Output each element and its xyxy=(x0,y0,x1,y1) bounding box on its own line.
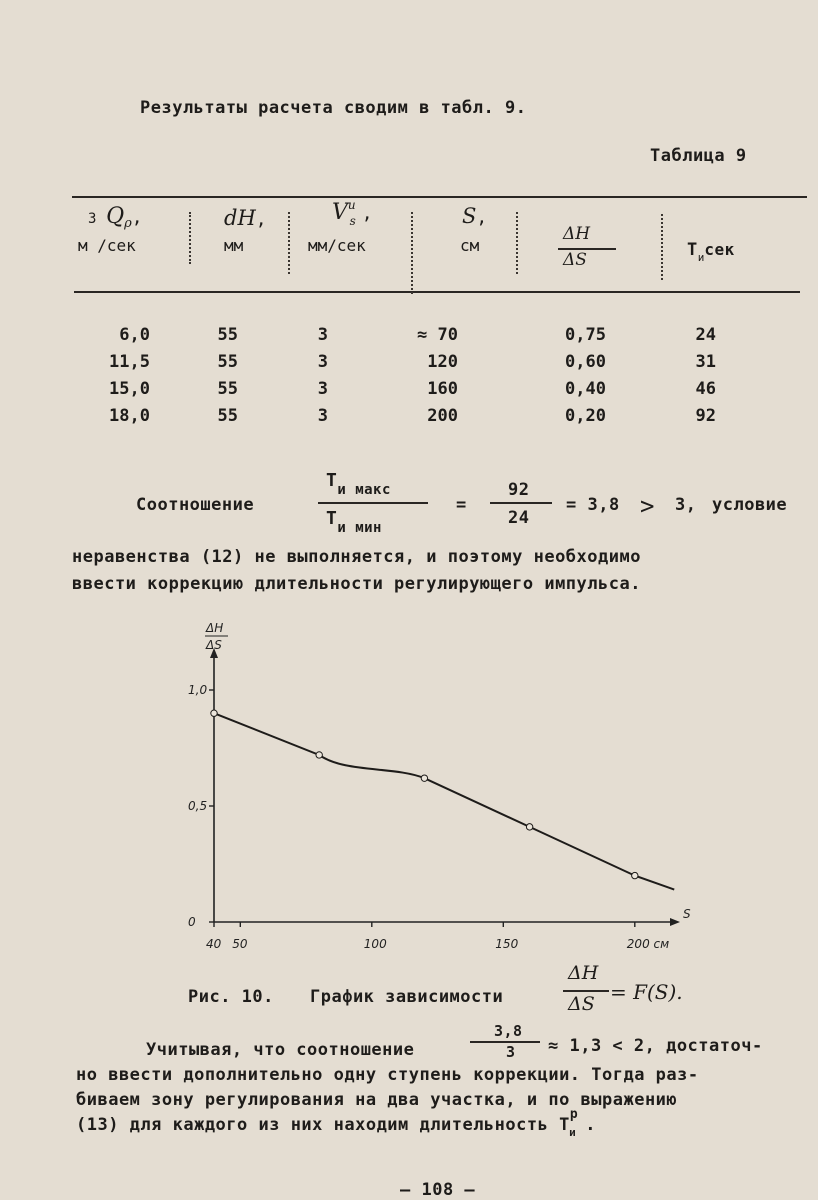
cell-t: 24 xyxy=(695,325,716,345)
page-number: – 108 – xyxy=(400,1180,476,1200)
ratio-result: = 3,8 xyxy=(566,495,620,515)
header-q: 3 $Q_\rho$, xyxy=(88,204,143,231)
data-point xyxy=(632,872,638,878)
data-point xyxy=(211,710,217,716)
x-axis-label: S xyxy=(683,907,691,921)
y-axis-label-num: ΔH xyxy=(206,621,224,635)
para1-line2: ввести коррекцию длительности регулирующего импульса. xyxy=(72,574,641,594)
data-point xyxy=(526,824,532,830)
cell-t: 46 xyxy=(695,379,716,399)
para2-line1a: Учитывая, что соотношение xyxy=(146,1040,415,1060)
header-q-unit: м /сек xyxy=(78,236,136,255)
para2-line2: но ввести дополнительно одну ступень коррекции. Тогда раз- xyxy=(76,1065,699,1085)
table-label: Таблица 9 xyxy=(650,146,747,166)
para2-line4: (13) для каждого из них находим длительность $T^р_и$ . xyxy=(76,1107,597,1139)
col-divider xyxy=(516,212,518,274)
cell-q: 18,0 xyxy=(109,406,150,426)
y-tick-label: 1,0 xyxy=(188,683,208,697)
ratio-bar2 xyxy=(490,502,552,504)
intro-text: Результаты расчета сводим в табл. 9. xyxy=(140,98,527,118)
cell-dhds: 0,60 xyxy=(565,352,606,372)
header-dhds-den: ΔS xyxy=(563,250,587,270)
ratio-label: Соотношение xyxy=(136,495,255,515)
para2-frac-den: 3 xyxy=(506,1043,516,1061)
ratio-num2: 92 xyxy=(508,480,530,500)
cell-s: 200 xyxy=(427,406,458,426)
ratio-gt: > xyxy=(640,492,655,520)
cell-dh: 55 xyxy=(217,379,238,399)
y-tick-label: 0 xyxy=(188,915,196,929)
caption-den: ΔS xyxy=(568,993,595,1015)
cell-s: 120 xyxy=(427,352,458,372)
ratio-bar xyxy=(318,502,428,504)
para2-frac-num: 3,8 xyxy=(494,1022,523,1040)
cell-dhds: 0,40 xyxy=(565,379,606,399)
cell-q: 15,0 xyxy=(109,379,150,399)
cell-v: 3 xyxy=(317,406,328,426)
cell-dhds: 0,20 xyxy=(565,406,606,426)
header-s-unit: см xyxy=(460,236,480,255)
caption-bar xyxy=(563,990,609,992)
cell-v: 3 xyxy=(317,352,328,372)
table-header-rule xyxy=(74,291,800,293)
x-tick-label: 40 xyxy=(206,937,222,951)
header-dh: dH, xyxy=(224,206,267,230)
cell-t: 92 xyxy=(695,406,716,426)
cell-dhds: 0,75 xyxy=(565,325,606,345)
caption-text: График зависимости xyxy=(310,987,504,1007)
table-top-rule xyxy=(72,196,807,198)
x-tick-label: 150 xyxy=(495,937,519,951)
chart-axes xyxy=(205,621,691,926)
ratio-eq: = xyxy=(456,495,467,515)
x-tick-label: 100 xyxy=(363,937,387,951)
x-tick-label: 200 см xyxy=(626,937,670,951)
data-point xyxy=(316,752,322,758)
header-dh-unit: мм xyxy=(224,236,244,255)
col-divider xyxy=(189,212,191,264)
header-t: $T_исек$ xyxy=(687,240,735,264)
caption-rhs: = F(S). xyxy=(610,980,683,1004)
cell-s: 160 xyxy=(427,379,458,399)
ratio-den2: 24 xyxy=(508,508,530,528)
cell-dh: 55 xyxy=(217,325,238,345)
chart-series xyxy=(211,710,674,890)
col-divider xyxy=(288,212,290,274)
y-tick-label: 0,5 xyxy=(188,799,208,813)
caption-num: ΔH xyxy=(568,962,599,984)
dh-ds-chart xyxy=(170,612,710,962)
chart-ticks xyxy=(188,683,669,951)
y-axis-label-den: ΔS xyxy=(206,638,222,652)
caption-prefix: Рис. 10. xyxy=(188,987,274,1007)
cell-v: 3 xyxy=(317,325,328,345)
header-v: $V^u_s$ , xyxy=(332,198,373,228)
para2-frac-bar xyxy=(470,1041,540,1043)
cell-dh: 55 xyxy=(217,352,238,372)
header-s: S, xyxy=(462,204,488,228)
para2-line3: биваем зону регулирования на два участка, и по выражению xyxy=(76,1090,678,1110)
cell-s: ≈ 70 xyxy=(417,325,458,345)
ratio-denominator: Tи мин xyxy=(326,508,382,536)
series-line xyxy=(214,713,674,889)
col-divider xyxy=(411,212,413,294)
ratio-numerator: Tи макс xyxy=(326,470,391,498)
para2-line1b: ≈ 1,3 < 2, достаточ- xyxy=(548,1036,763,1056)
cell-q: 11,5 xyxy=(109,352,150,372)
data-point xyxy=(421,775,427,781)
col-divider xyxy=(661,214,663,280)
ratio-rhs: 3, xyxy=(675,495,697,515)
cell-v: 3 xyxy=(317,379,328,399)
cell-dh: 55 xyxy=(217,406,238,426)
x-axis-arrow xyxy=(670,918,680,926)
header-v-unit: мм/сек xyxy=(308,236,366,255)
x-tick-label: 50 xyxy=(232,937,248,951)
cell-q: 6,0 xyxy=(119,325,150,345)
cell-t: 31 xyxy=(695,352,716,372)
para1-line1: неравенства (12) не выполняется, и поэтому необходимо xyxy=(72,547,641,567)
header-dhds-num: ΔH xyxy=(563,224,591,244)
ratio-tail: условие xyxy=(712,495,788,515)
